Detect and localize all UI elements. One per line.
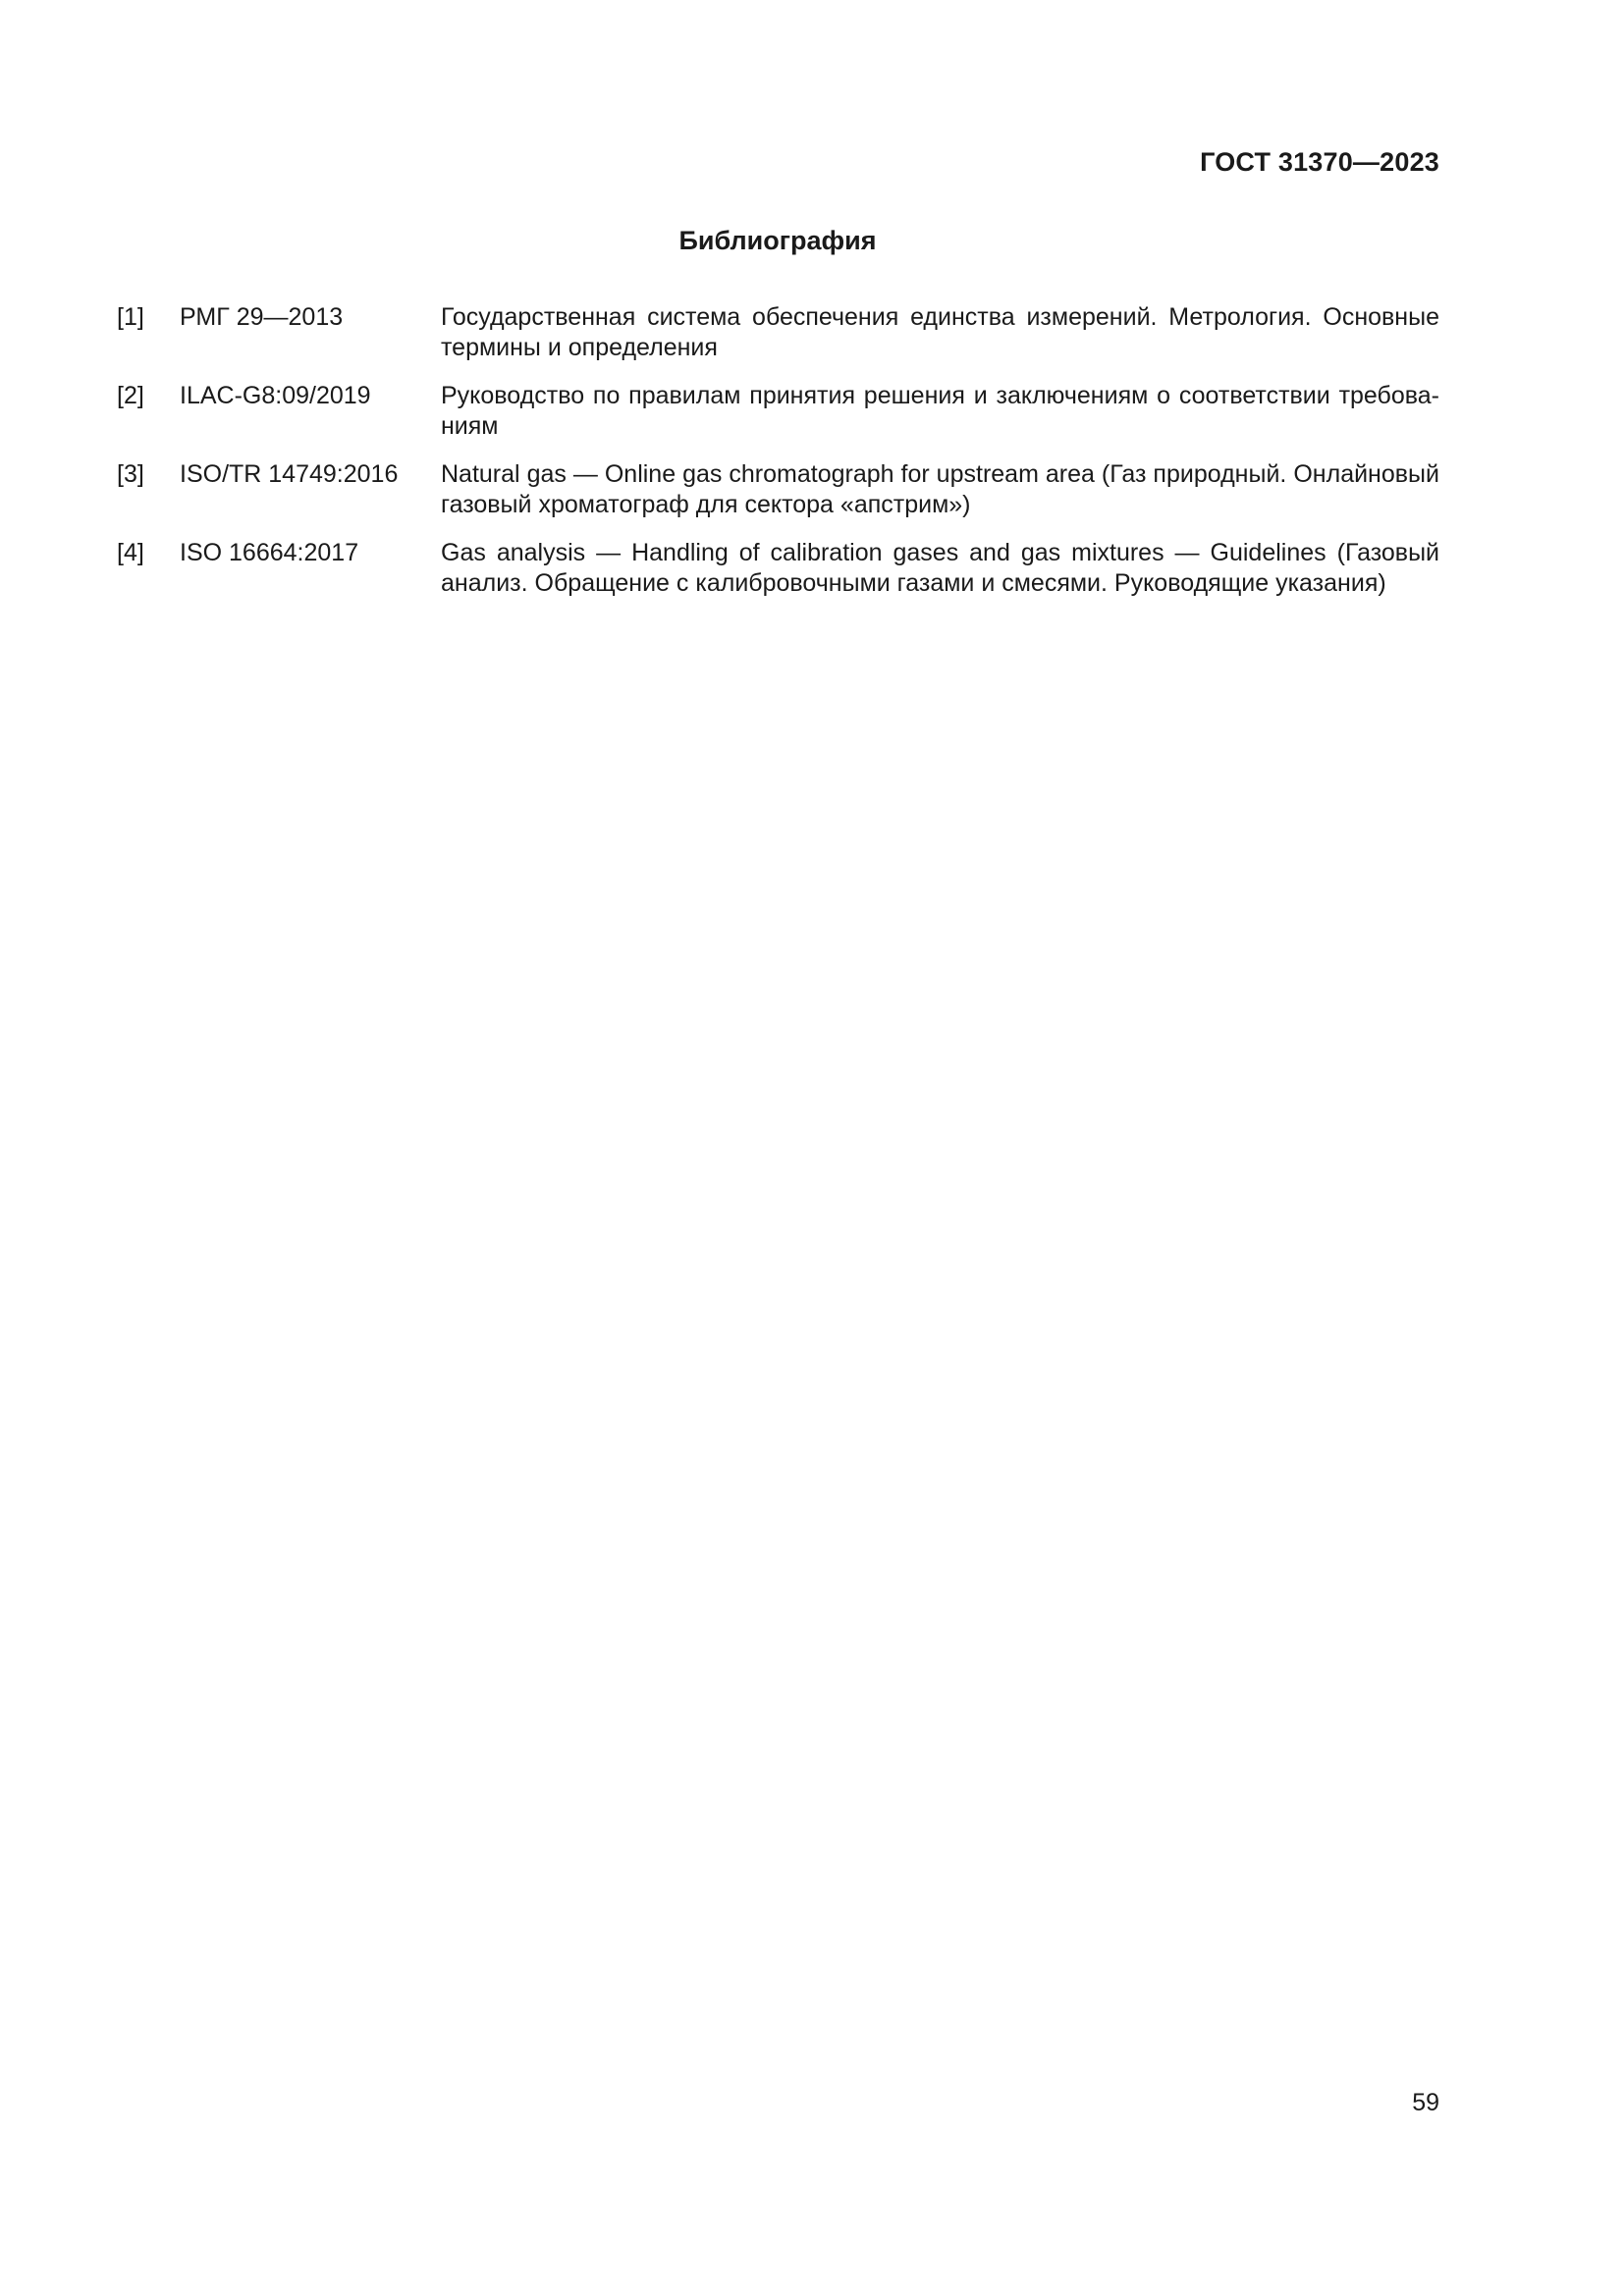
bibliography-entry-4 [117,538,1439,599]
bibliography-entry-3 [117,459,1439,520]
entry-number: [2] [117,382,144,409]
document-header-id: ГОСТ 31370—2023 [1200,147,1439,177]
bibliography-entry-2 [117,381,1439,442]
entry-text: Руководство по правилам принятия решения и заключениям о соответствии требованиям [441,382,1439,440]
bibliography-title: Библиография [678,226,877,255]
entry-number: [1] [117,303,144,331]
entry-code: ISO/TR 14749:2016 [180,460,399,488]
entry-code: РМГ 29—2013 [180,303,344,331]
entry-text: Gas analysis — Handling of calibration gases and gas mixtures — Guidelines (Газовый анализ. Обращение с калибровочными газами и смесями. Руководящие указания) [441,539,1439,597]
entry-code: ILAC-G8:09/2019 [180,382,371,409]
entry-code: ISO 16664:2017 [180,539,359,566]
bibliography-list [117,302,1439,616]
entry-number: [4] [117,539,144,566]
entry-text: Государственная система обеспечения единства измерений. Метрология. Основные термины и определения [441,303,1439,361]
page-number: 59 [1412,2089,1439,2116]
entry-text: Natural gas — Online gas chromatograph for upstream area (Газ природный. Онлайновый газовый хроматограф для сектора «апстрим») [441,460,1439,518]
entry-number: [3] [117,460,144,488]
bibliography-entry-1 [117,302,1439,363]
